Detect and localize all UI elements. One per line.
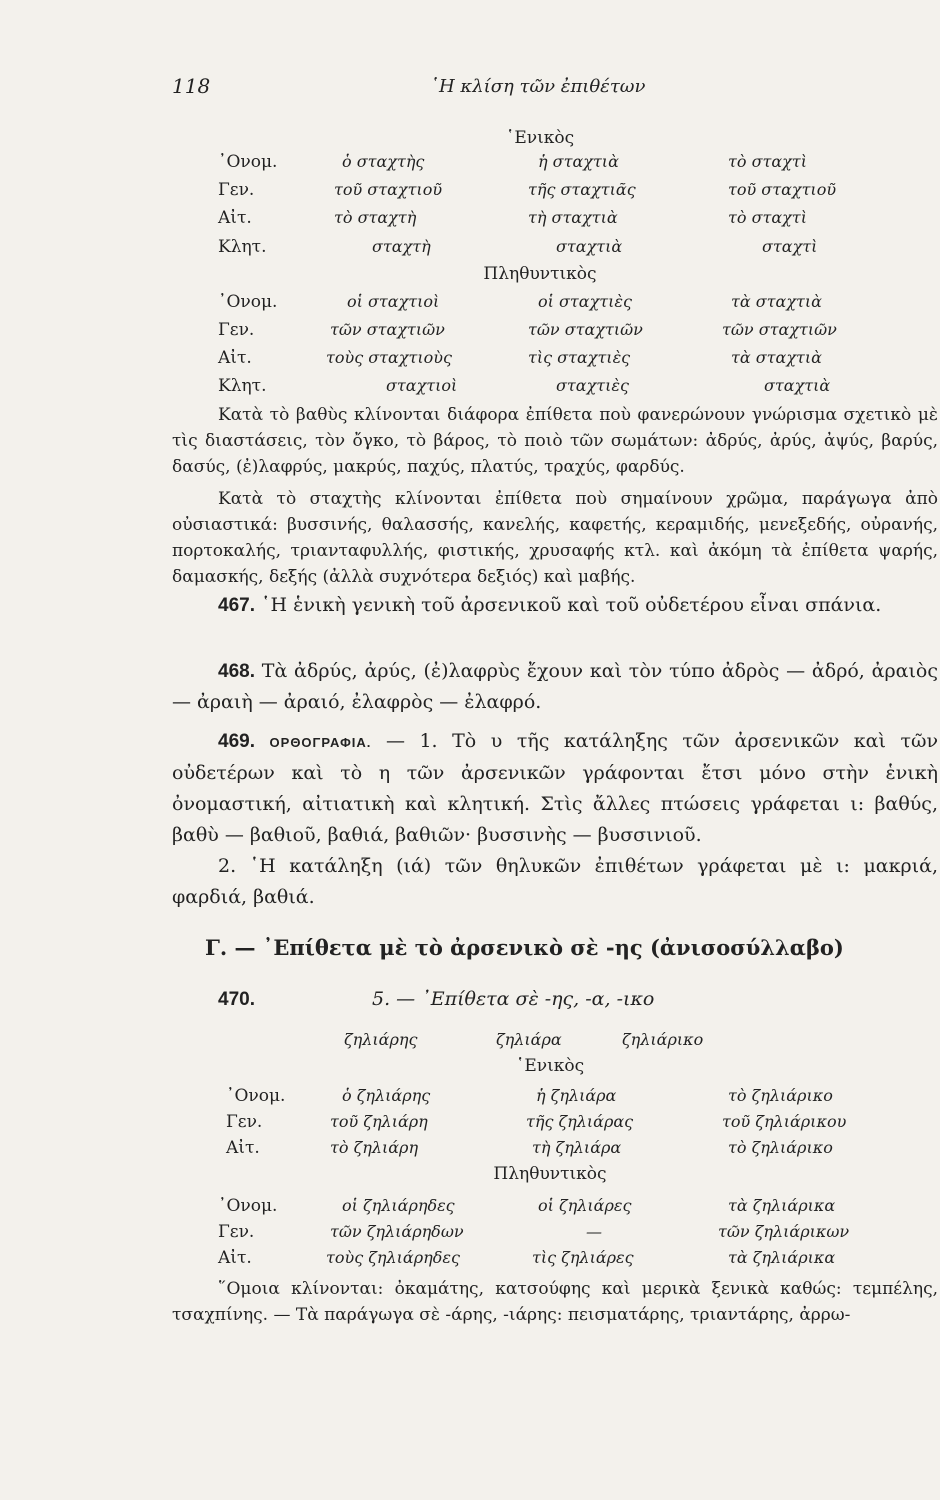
case-label: ᾿Ονομ.: [226, 1086, 286, 1106]
form-cell: τὰ ζηλιάρικα: [728, 1248, 836, 1267]
section-number: 469.: [218, 731, 255, 752]
section-text: ῾Η ἑνικὴ γενικὴ τοῦ ἀρσενικοῦ καὶ τοῦ οὐδετέρου εἶναι σπάνια.: [261, 594, 882, 616]
form-cell: τὸ ζηλιάρη: [330, 1138, 419, 1157]
paragraph-similar: [172, 1276, 938, 1328]
case-label: Κλητ.: [218, 376, 267, 396]
form-cell: τὸ σταχτὴ: [334, 208, 417, 227]
form-cell: οἱ ζηλιάρες: [538, 1196, 632, 1215]
case-label: Γεν.: [218, 1222, 255, 1242]
form-cell: τὸ ζηλιάρικο: [728, 1138, 833, 1157]
form-cell: τοῦ σταχτιοῦ: [728, 180, 837, 199]
form-cell: σταχτιὲς: [556, 376, 629, 395]
paragraph-text: Κατὰ τὸ βαθὺς κλίνονται διάφορα ἐπίθετα ποὺ φανερώνουν γνώρισμα σχετικὸ μὲ τὶς διαστάσεις, τὸν ὄγκο, τὸ βάρος, τὸ ποιὸ τῶν σωμάτων: ἀδρύς, ἀρύς, ἀψύς, βαρύς, δασύς, (ἐ)λαφρύς, μακρύς, παχύς, πλατύς, τραχύς, φαρδύς.: [172, 405, 938, 477]
form-cell: οἱ ζηλιάρηδες: [342, 1196, 455, 1215]
form-cell: οἱ σταχτιοὶ: [347, 292, 440, 311]
section-text: — 1. Τὸ υ τῆς κατάληξης τῶν ἀρσενικῶν καὶ τῶν οὐδετέρων καὶ τὸ η τῶν ἀρσενικῶν γράφονται ἔτσι μόνο στὴν ἑνικὴ ὀνομαστική, αἰτιατικὴ καὶ κλητική. Στὶς ἄλλες πτώσεις γράφεται ι: βαθύς, βαθὺ — βαθιοῦ, βαθιά, βαθιῶν· βυσσινὴς — βυσσινιοῦ.: [172, 730, 939, 846]
case-label: Αἰτ.: [218, 348, 252, 368]
running-title: ῾Η κλίση τῶν ἐπιθέτων: [430, 76, 646, 97]
page-number: 118: [172, 74, 211, 98]
form-cell: σταχτὴ: [372, 237, 431, 256]
case-label: Κλητ.: [218, 237, 267, 257]
form-cell: τοῦ σταχτιοῦ: [334, 180, 443, 199]
table1-singular-title: ῾Ενικὸς: [505, 128, 575, 148]
case-label: Γεν.: [218, 320, 255, 340]
paragraph-stachtis: [172, 486, 938, 590]
case-label: Αἰτ.: [218, 208, 252, 228]
section-text-2: 2. ῾Η κατάληξη (ιά) τῶν θηλυκῶν ἐπιθέτων γράφεται μὲ ι: μακριά, φαρδιά, βαθιά.: [172, 855, 938, 908]
section-text: Τὰ ἀδρύς, ἀρύς, (ἐ)λαφρὺς ἔχουν καὶ τὸν τύπο ἀδρὸς — ἀδρό, ἀραιὸς — ἀραιὴ — ἀραιό, ἐλαφρὸς — ἐλαφρό.: [172, 660, 938, 713]
section-470-number: [218, 984, 255, 1015]
form-cell: τοὺς ζηλιάρηδες: [326, 1248, 460, 1267]
lemma: ζηλιάρικο: [622, 1030, 704, 1049]
table2-singular-title: ῾Ενικὸς: [515, 1056, 585, 1076]
form-cell: τῶν σταχτιῶν: [528, 320, 643, 339]
case-label: Αἰτ.: [218, 1248, 252, 1268]
case-label: ᾿Ονομ.: [218, 152, 278, 172]
form-cell: τῆς σταχτιᾶς: [528, 180, 636, 199]
form-cell: οἱ σταχτιὲς: [538, 292, 632, 311]
form-cell: τὶς ζηλιάρες: [532, 1248, 634, 1267]
form-cell: σταχτὶ: [762, 237, 818, 256]
form-cell: τὰ σταχτιὰ: [731, 348, 822, 367]
section-469: [172, 726, 938, 913]
lemma: ζηλιάρα: [496, 1030, 562, 1049]
form-cell: τὴ σταχτιὰ: [528, 208, 618, 227]
form-cell: τῶν σταχτιῶν: [330, 320, 445, 339]
case-label: Αἰτ.: [226, 1138, 260, 1158]
case-label: Γεν.: [226, 1112, 263, 1132]
form-cell: τὴ ζηλιάρα: [532, 1138, 622, 1157]
form-cell: τὸ σταχτὶ: [728, 152, 807, 171]
paragraph-bathys: [172, 402, 938, 480]
table2-plural-title: Πληθυντικὸς: [493, 1164, 607, 1184]
form-cell: τὶς σταχτιὲς: [528, 348, 631, 367]
section-467: [172, 590, 938, 621]
form-cell: τὰ ζηλιάρικα: [728, 1196, 836, 1215]
section-number: 470.: [218, 989, 255, 1010]
form-cell: τῶν ζηλιάρικων: [718, 1222, 850, 1241]
orthography-label: ΟΡΘΟΓΡΑΦΙΑ.: [269, 735, 372, 750]
section-number: 467.: [218, 595, 255, 616]
form-cell: —: [586, 1222, 602, 1241]
case-label: Γεν.: [218, 180, 255, 200]
form-cell: τὸ σταχτὶ: [728, 208, 807, 227]
page-header: [0, 74, 940, 104]
form-cell: τὰ σταχτιὰ: [731, 292, 822, 311]
lemma: ζηλιάρης: [344, 1030, 418, 1049]
section-470-title: 5. — ᾿Επίθετα σὲ -ης, -α, -ικο: [372, 988, 655, 1010]
form-cell: τῆς ζηλιάρας: [526, 1112, 634, 1131]
form-cell: τὸ ζηλιάρικο: [728, 1086, 833, 1105]
form-cell: τοὺς σταχτιοὺς: [326, 348, 452, 367]
case-label: ᾿Ονομ.: [218, 292, 278, 312]
form-cell: ὁ ζηλιάρης: [342, 1086, 431, 1105]
section-number: 468.: [218, 661, 255, 682]
section-468: [172, 656, 938, 718]
form-cell: σταχτιοὶ: [386, 376, 458, 395]
form-cell: τοῦ ζηλιάρικου: [722, 1112, 847, 1131]
case-label: ᾿Ονομ.: [218, 1196, 278, 1216]
paragraph-text: Κατὰ τὸ σταχτὴς κλίνονται ἐπίθετα ποὺ σημαίνουν χρῶμα, παράγωγα ἀπὸ οὐσιαστικά: βυσσινής, θαλασσής, κανελής, καφετής, κεραμιδής, μενεξεδής, οὐρανής, πορτοκαλής, τριανταφυλλής, φιστικής, χρυσαφής κτλ. καὶ ἀκόμη τὰ ἐπίθετα ψαρής, δαμασκής, δεξής (ἀλλὰ συχνότερα δεξιός) καὶ μαβής.: [172, 489, 938, 587]
form-cell: τοῦ ζηλιάρη: [330, 1112, 428, 1131]
form-cell: σταχτιὰ: [556, 237, 623, 256]
table1-plural-title: Πληθυντικὸς: [483, 264, 597, 284]
paragraph-text: ῞Ομοια κλίνονται: ὀκαμάτης, κατσούφης καὶ μερικὰ ξενικὰ καθώς: τεμπέλης, τσαχπίνης. — Τὰ παράγωγα σὲ -άρης, -ιάρης: πεισματάρης, τριαντάρης, ἀρρω-: [172, 1279, 938, 1325]
form-cell: ὁ σταχτὴς: [342, 152, 425, 171]
section-heading: Γ. — ᾿Επίθετα μὲ τὸ ἀρσενικὸ σὲ -ης (ἀνισοσύλλαβο): [205, 935, 844, 960]
form-cell: σταχτιὰ: [764, 376, 831, 395]
form-cell: τῶν σταχτιῶν: [722, 320, 837, 339]
form-cell: τῶν ζηλιάρηδων: [330, 1222, 464, 1241]
form-cell: ἡ ζηλιάρα: [536, 1086, 617, 1105]
form-cell: ἡ σταχτιὰ: [538, 152, 619, 171]
